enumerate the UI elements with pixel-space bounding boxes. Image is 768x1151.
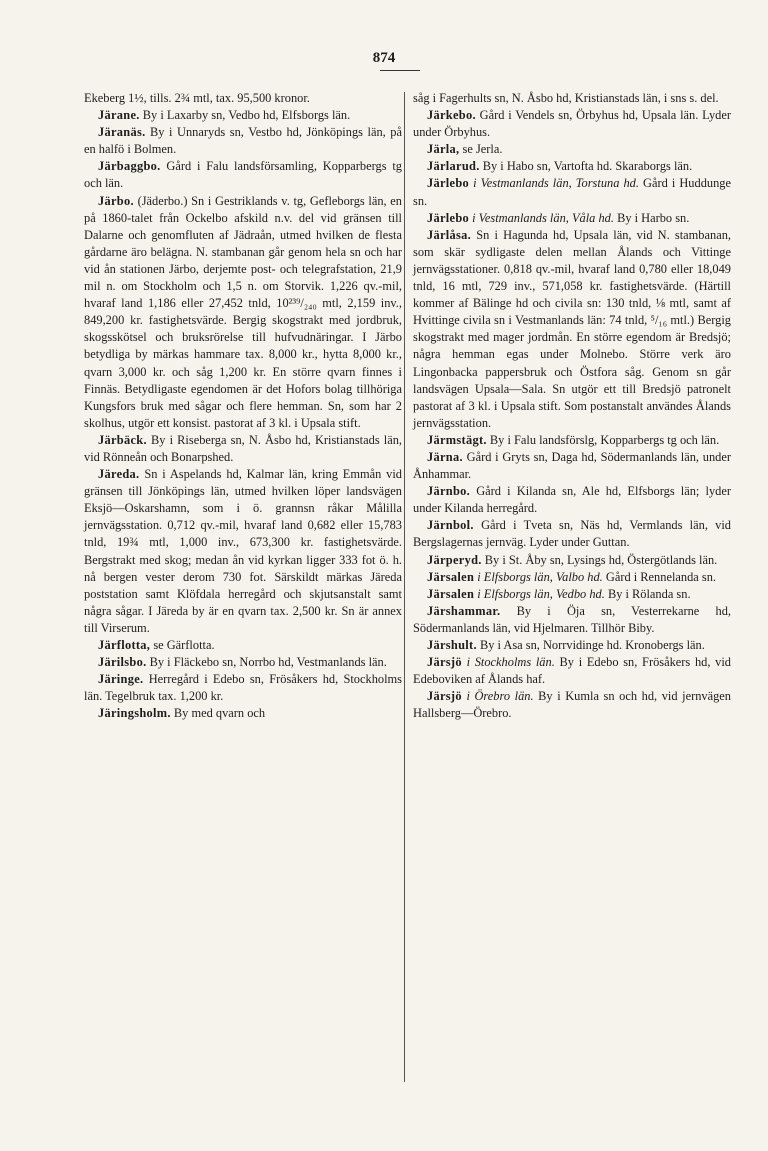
entry-region: i Stockholms län. [466, 655, 555, 670]
entry-text: Sn i Aspelands hd, Kalmar län, kring Emmån vid gränsen till Jönköpings län, utmed hvilken löper landsvägen Eksjö—Oskarshamn, som i ö. grannsn råkar Målilla jernvägsstation. 0,712 qv.-mil, hvaraf land 0,682 eller 15,783 tnld, 19¾ mtl, 1,000 inv., 673,300 kr. fastighetsvärde. Bergstrakt med skog; medan ån vid kyrkan ligger 333 fot ö. h. nå bergen vester derom 730 fot. Särskildt märkas Järeda poststation samt Klöfdala herregård och skjutsanstalt samt några sågar. I Järeda by är en qvarn tax. 2,500 kr. Sn är annex till Virserum. [84, 467, 402, 635]
entry-headword: Järlebo [427, 210, 470, 225]
entry-headword: Järla, [427, 142, 460, 157]
entry-headword: Järmstägt. [427, 432, 487, 447]
page-number: 874 [372, 50, 396, 66]
dictionary-entry [84, 107, 402, 124]
dictionary-entry [413, 107, 731, 141]
entry-text: såg i Fagerhults sn, N. Åsbo hd, Kristianstads län, i sns s. del. [413, 91, 719, 105]
dictionary-entry [413, 637, 731, 654]
dictionary-entry [413, 210, 731, 227]
entry-headword: Järbaggbo. [98, 159, 161, 174]
dictionary-entry [84, 637, 402, 654]
dictionary-entry [84, 705, 402, 722]
dictionary-entry [84, 432, 402, 466]
entry-headword: Järilsbo. [98, 655, 147, 670]
entry-region: i Vestmanlands län, Torstuna hd. [473, 176, 639, 191]
dictionary-entry [413, 586, 731, 603]
left-column [84, 90, 402, 722]
entry-headword: Järsjö [427, 655, 462, 670]
entry-text: By i Asa sn, Norrvidinge hd. Kronobergs län. [479, 638, 705, 652]
dictionary-entry [413, 552, 731, 569]
entry-text: Gård i Tveta sn, Näs hd, Vermlands län, vid Bergslagernas jernväg. Lyder under Guttan. [413, 518, 731, 550]
entry-text: Gård i Huddunge sn. [413, 176, 731, 208]
dictionary-entry [84, 671, 402, 705]
dictionary-entry [413, 654, 731, 688]
entry-text: By i Laxarby sn, Vedbo hd, Elfsborgs län. [142, 108, 351, 123]
dictionary-entry [413, 569, 731, 586]
column-divider [404, 92, 405, 1082]
entry-headword: Järperyd. [427, 552, 482, 567]
entry-headword: Järnbol. [427, 518, 474, 533]
dictionary-entry [413, 90, 731, 107]
entry-headword: Järsalen [427, 569, 475, 584]
entry-text: By i Rölanda sn. [607, 586, 691, 601]
entry-headword: Järshult. [427, 638, 477, 652]
entry-text: Herregård i Edebo sn, Frösåkers hd, Stockholms län. Tegelbruk tax. 1,200 kr. [84, 672, 402, 704]
entry-text: Ekeberg 1½, tills. 2¾ mtl, tax. 95,500 kronor. [84, 91, 310, 105]
entry-text: By i Riseberga sn, N. Åsbo hd, Kristianstads län, vid Rönneån och Bonarpshed. [84, 432, 403, 464]
entry-text: Gård i Falu landsförsamling, Kopparbergs tg och län. [84, 159, 402, 191]
dictionary-entry [84, 124, 402, 158]
entry-headword: Järnbo. [427, 484, 471, 499]
entry-text: By i St. Åby sn, Lysings hd, Östergötlands län. [484, 552, 718, 567]
entry-headword: Järsalen [427, 586, 475, 601]
entry-text: Gård i Gryts sn, Daga hd, Södermanlands län, under Ånhammar. [413, 449, 731, 482]
dictionary-entry [413, 227, 731, 432]
entry-text: Gård i Rennelanda sn. [605, 569, 716, 584]
entry-text: By i Habo sn, Vartofta hd. Skaraborgs län. [482, 159, 693, 174]
entry-headword: Järkebo. [427, 108, 476, 123]
entry-headword: Järsjö [427, 689, 462, 704]
dictionary-entry [413, 603, 731, 637]
entry-headword: Järanäs. [98, 125, 146, 140]
dictionary-entry [84, 466, 402, 637]
entry-headword: Järna. [427, 449, 463, 464]
entry-headword: Järane. [98, 108, 140, 123]
dictionary-entry [413, 688, 731, 722]
entry-text: By i Edebo sn, Frösåkers hd, vid Edeboviken af Ålands haf. [413, 655, 731, 687]
entry-text: se Gärflotta. [153, 638, 215, 652]
dictionary-entry [84, 654, 402, 671]
entry-headword: Järbäck. [98, 432, 147, 447]
entry-text: By i Harbo sn. [617, 210, 690, 225]
entry-text: se Jerla. [462, 142, 503, 157]
entry-headword: Järingsholm. [98, 706, 171, 721]
entry-region: i Elfsborgs län, Valbo hd. [477, 569, 603, 584]
dictionary-entry [84, 90, 402, 107]
entry-headword: Järlebo [427, 176, 470, 191]
dictionary-entry [413, 483, 731, 517]
entry-region: i Elfsborgs län, Vedbo hd. [477, 586, 605, 601]
entry-headword: Järshammar. [427, 603, 501, 618]
entry-text: By i Fläckebo sn, Norrbo hd, Vestmanlands län. [149, 655, 387, 670]
header-rule [380, 70, 420, 71]
dictionary-entry [413, 449, 731, 483]
dictionary-entry [413, 141, 731, 158]
right-column [413, 90, 731, 722]
entry-text: By i Kumla sn och hd, vid jernvägen Hallsberg—Örebro. [413, 689, 731, 721]
entry-text: By i Unnaryds sn, Vestbo hd, Jönköpings län, på en halfö i Bolmen. [84, 125, 402, 157]
dictionary-entry [413, 158, 731, 175]
dictionary-entry [84, 193, 402, 432]
entry-headword: Järflotta, [98, 638, 151, 652]
entry-text: By med qvarn och [173, 706, 266, 721]
dictionary-entry [413, 517, 731, 551]
entry-headword: Järlåsa. [427, 227, 472, 242]
entry-text: Sn i Hagunda hd, Upsala län, vid N. stambanan, som skär sydligaste delen mellan Ålands och Vittinge jernvägsstationer. 0,818 qv.-mil, hvaraf land 0,780 eller 18,049 tnld, 16 mtl, 729 inv., 571,058 kr. fastighetsvärde. (Härtill kommer af Bälinge hd och civila sn: 130 tnld, ⅛ mtl, samt af Hvittinge civila sn i Vestmanlands län: 74 tnld, ⁵/₁₆ mtl.) Bergig skogstrakt med mager jordmån. En större egendom är Bredsjö; några hemman egas under Molnebo. Större verk äro Lingonbacka pappersbruk och Östfora såg. Genom sn går landsvägen Upsala—Sala. Sn utgör ett till Bredsjö patronelt pastorat af 3 kl. i Upsala stift. Som postanstalt användes Ålands jernvägsstation. [413, 227, 731, 430]
dictionary-entry [84, 158, 402, 192]
entry-region: i Vestmanlands län, Våla hd. [472, 210, 614, 225]
entry-headword: Järeda. [98, 467, 140, 482]
entry-text: By i Öja sn, Vesterrekarne hd, Södermanlands län, vid Hjelmaren. Tillhör Biby. [413, 603, 731, 635]
entry-region: i Örebro län. [466, 689, 534, 704]
entry-text: By i Falu landsförslg, Kopparbergs tg och län. [489, 432, 720, 447]
entry-headword: Järlarud. [427, 159, 480, 174]
entry-headword: Järinge. [98, 672, 144, 687]
entry-text: Gård i Kilanda sn, Ale hd, Elfsborgs län; lyder under Kilanda herregård. [413, 484, 731, 516]
dictionary-entry [413, 175, 731, 209]
entry-headword: Järbo. [98, 193, 134, 208]
entry-text: Gård i Vendels sn, Örbyhus hd, Upsala län. Lyder under Örbyhus. [413, 108, 731, 140]
entry-text: (Jäderbo.) Sn i Gestriklands v. tg, Gefleborgs län, en på 1860-talet från Ockelbo afskild n.v. del vid gränsen till Dalarne och genomfluten af Jädraån, utmed hvilken de flesta gårdarne äro belägna. N. stambanan går genom hela sn och har vid ån stationen Järbo, derjemte post- och telegrafstation, 21,9 mil n. om Stockholm och 1,5 n. om Storvik. 1,226 qv.-mil, hvaraf land 1,186 eller 27,452 tnld, 10²³⁹/₂₄₀ mtl, 2,159 inv., 849,200 kr. fastighetsvärde. Bergig skogstrakt med jordbruk, skogsskötsel och bruksrörelse till hufvudnäringar. I Järbo betydliga by märkas hammare tax. 8,000 kr., hytta 8,000 kr., qvarn 3,000 kr. och såg 1,200 kr. En större qvarn finnes i Finnäs. Betydligaste egendomen är det Hofors bolag tillhöriga Kungsfors bruk med sågar och flere hemman. Sn, som har 2 skolhus, utgör ett konsist. pastorat af 3 kl. i Upsala stift. [84, 193, 402, 430]
dictionary-entry [413, 432, 731, 449]
